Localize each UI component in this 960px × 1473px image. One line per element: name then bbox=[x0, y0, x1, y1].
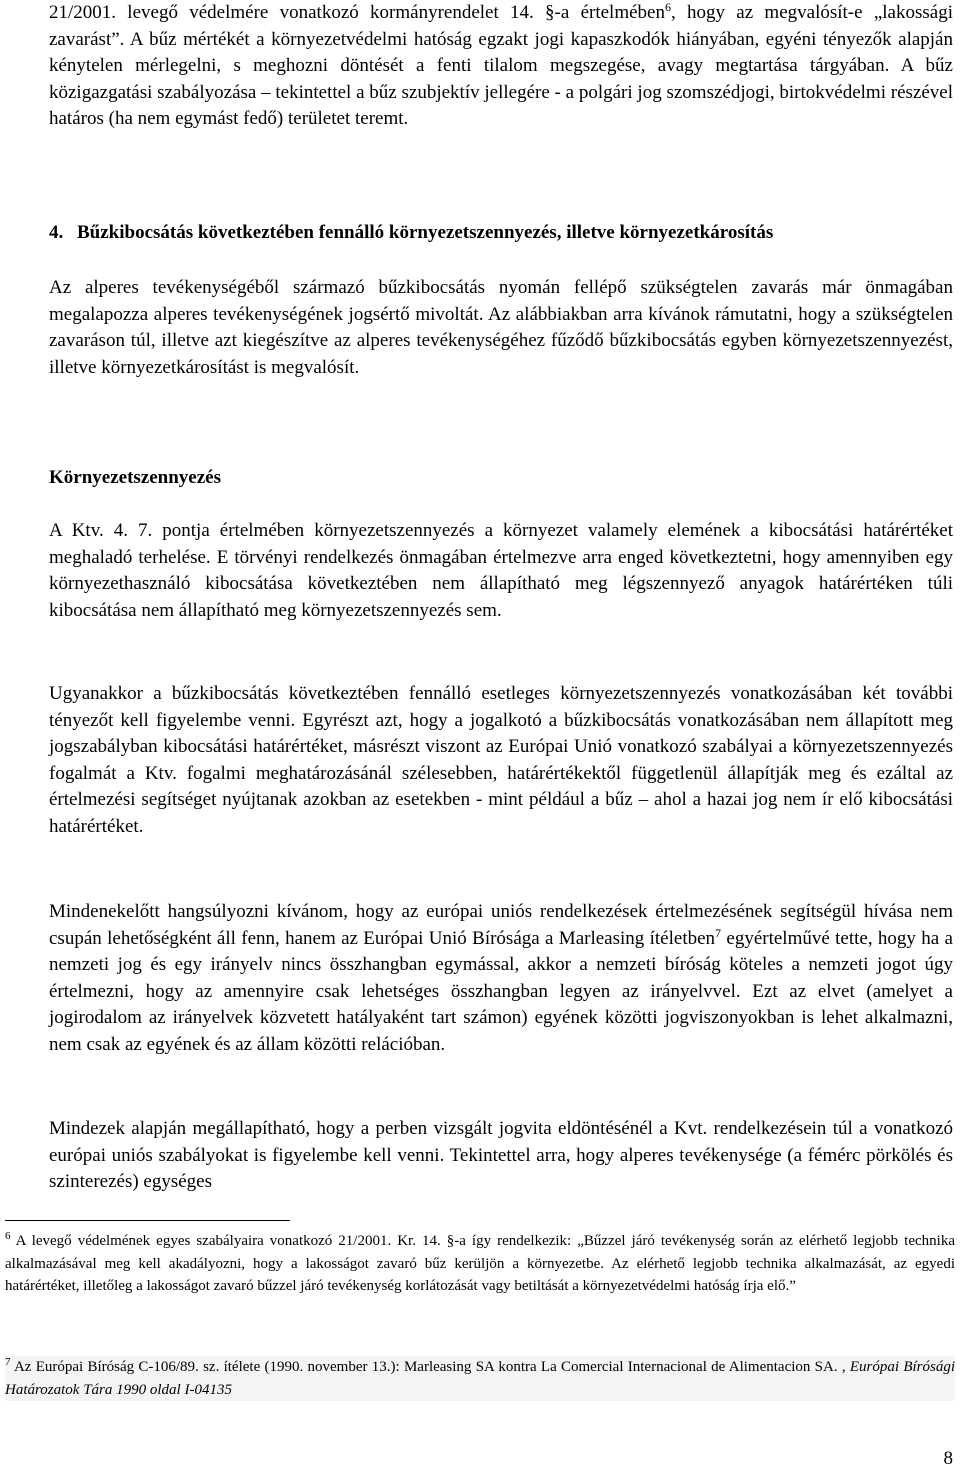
footnote-source: Európai Bírósági Határozatok Tára 1990 oldal I-04135 bbox=[5, 1359, 956, 1398]
paragraph-text: Mindenekelőtt hangsúlyozni kívánom, hogy az európai uniós rendelkezések értelmezésének segítségül hívása nem csupán lehetőségként áll fenn, hanem az Európai Unió Bírósága a Marleasing ítéletben bbox=[49, 901, 953, 949]
footnote-number: 6 bbox=[5, 1230, 11, 1242]
footnote-7 bbox=[5, 1356, 955, 1401]
subheading: Környezetszennyezés bbox=[49, 467, 221, 488]
paragraph-mindenekelott bbox=[49, 899, 953, 1058]
paragraph-continued bbox=[49, 0, 953, 133]
footnote-text: Az Európai Bíróság C-106/89. sz. ítélete (1990. november 13.): Marleasing SA kontra La Comercial Internacional de Alimentacion SA. , bbox=[10, 1359, 850, 1375]
paragraph-mindezek: Mindezek alapján megállapítható, hogy a perben vizsgált jogvita eldöntésénél a Kvt. rendelkezésein túl a vonatkozó európai uniós szabályokat is figyelembe kell venni. Tekintettel arra, hogy alperes tevékenysége (a fémérc pörkölés és szinterezés) egységes bbox=[49, 1118, 953, 1192]
section-heading bbox=[49, 220, 953, 247]
footnote-separator bbox=[5, 1220, 290, 1221]
section-number: 4. bbox=[49, 222, 64, 243]
paragraph-ktv: A Ktv. 4. 7. pontja értelmében környezetszennyezés a környezet valamely elemének a kibocsátási határértéket meghaladó terhelése. E törvényi rendelkezés önmagában értelmezve arra enged következtetni, hogy amennyiben egy környezethasználó kibocsátása következtében nem állapítható meg légszennyező anyagok határértéken túli kibocsátása nem állapítható meg környezetszennyezés sem. bbox=[49, 520, 953, 621]
paragraph-intro: Az alperes tevékenységéből származó bűzkibocsátás nyomán fellépő szükségtelen zavarás már önmagában megalapozza alperes tevékenységének jogsértő mivoltát. Az alábbiakban arra kívánok rámutatni, hogy a szükségtelen zavaráson túl, illetve azt kiegészítve az alperes tevékenységéhez fűződő bűzkibocsátás egyben környezetszennyezést, illetve környezetkárosítást is megvalósít. bbox=[49, 277, 953, 378]
paragraph-ugyanakkor: Ugyanakkor a bűzkibocsátás következtében fennálló esetleges környezetszennyezés vonatkozásában két további tényezőt kell figyelembe venni. Egyrészt azt, hogy a jogalkotó a bűzkibocsátás vonatkozásában nem állapított meg jogszabályban kibocsátási határértéket, másrészt viszont az Európai Unió vonatkozó szabályai a környezetszennyezés fogalmát a Ktv. fogalmi meghatározásánál szélesebben, határértékektől függetlenül állapítják meg és ezáltal az értelmezési segítséget nyújtanak azokban az esetekben - mint például a bűz – ahol a hazai jog nem ír elő kibocsátási határértéket. bbox=[49, 683, 953, 837]
page-number: 8 bbox=[943, 1448, 953, 1469]
footnote-ref-6[interactable]: 6 bbox=[664, 0, 671, 14]
paragraph-text-continued: egyértelművé tette, hogy ha a nemzeti jog és egy irányelv nincs összhangban egymással, akkor a nemzeti bíróság köteles a nemzeti jogot úgy értelmezni, hogy az amennyire csak lehetséges összhangban legyen az irányelvvel. Ezt az elvet (amelyet a jogirodalom az irányelvek közvetett hatályaként tart számon) egyének közötti jogviszonyokban is lehet alkalmazni, nem csak az egyének és az állam közötti relációban. bbox=[49, 927, 953, 1055]
paragraph-text-continued: , hogy az megvalósít-e „lakossági zavarást”. A bűz mértékét a környezetvédelmi hatóság egzakt jogi kapaszkodók hiányában, egyéni tényezők alapján kénytelen mérlegelni, s meghozni döntését a fenti tilalom megszegése, avagy megtartása tárgyában. A bűz közigazgatási szabályozása – tekintettel a bűz szubjektív jellegére - a polgári jog szomszédjogi, birtokvédelmi részével határos (ha nem egymást fedő) területet teremt. bbox=[49, 2, 953, 129]
section-title: Bűzkibocsátás következtében fennálló környezetszennyezés, illetve környezetkárosítás bbox=[77, 222, 774, 243]
footnote-ref-7[interactable]: 7 bbox=[715, 925, 722, 940]
footnote-number: 7 bbox=[5, 1356, 11, 1368]
paragraph-text: 21/2001. levegő védelmére vonatkozó kormányrendelet 14. §-a értelmében bbox=[49, 2, 665, 23]
footnote-6 bbox=[5, 1230, 955, 1298]
footnote-text: A levegő védelmének egyes szabályaira vonatkozó 21/2001. Kr. 14. §-a így rendelkezik: „Bűzzel járó tevékenység során az elérhető legjobb technika alkalmazásával meg kell akadályozni, hogy a lakosságot zavaró bűz kerüljön a környezetbe. Az elérhető legjobb technika alkalmazását, az egyedi határértéket, illetőleg a lakosságot zavaró bűzzel járó tevékenység korlátozását vagy betiltását a környezetvédelmi hatóság írja elő.” bbox=[5, 1233, 955, 1294]
